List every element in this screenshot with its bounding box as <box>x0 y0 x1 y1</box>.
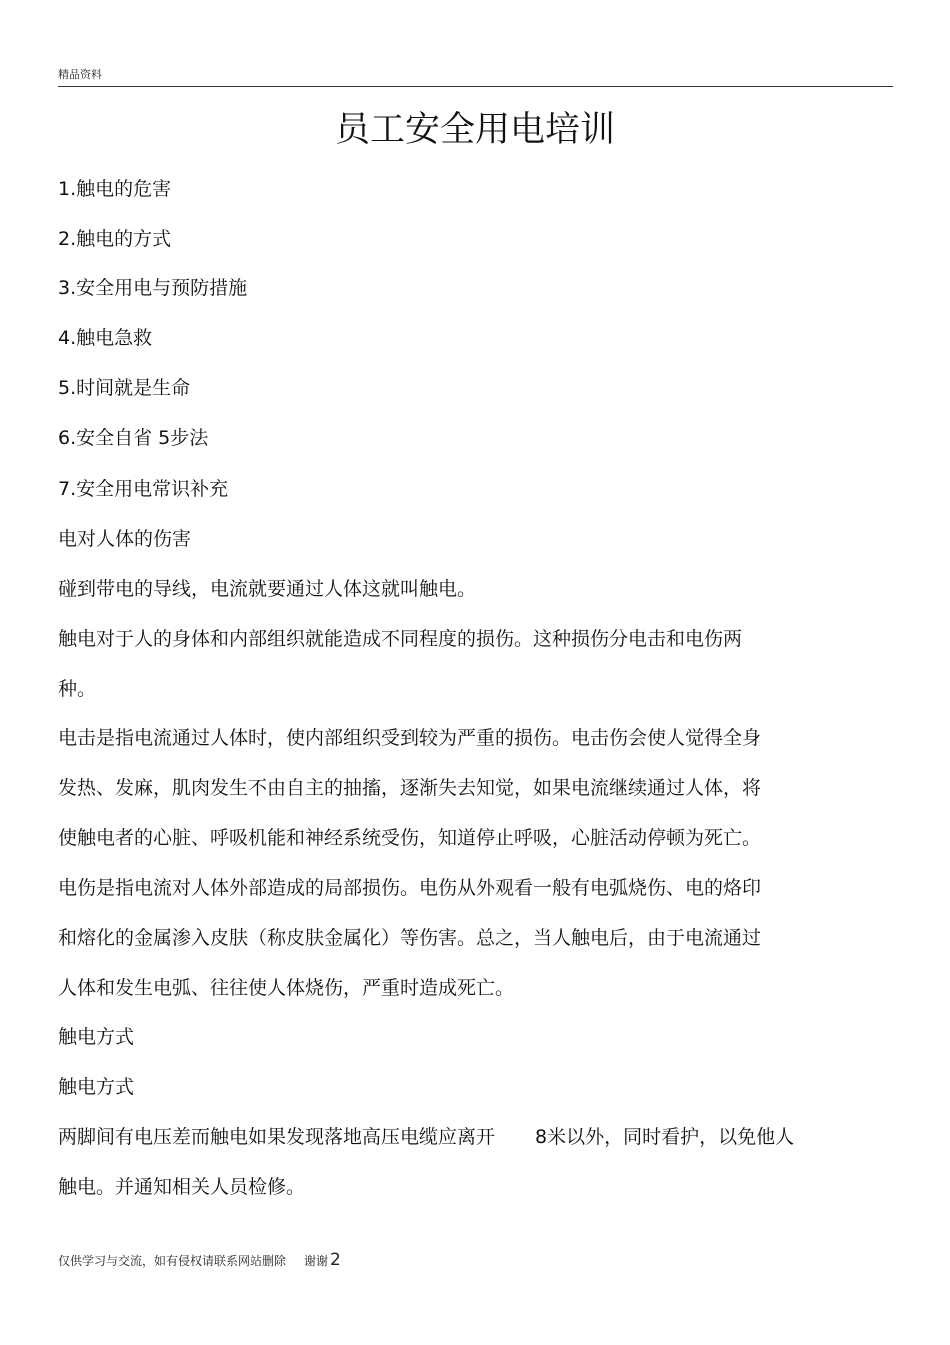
toc-item-6: 6.安全自省 5步法 <box>58 427 209 449</box>
paragraph-line: 人体和发生电弧、往往使人体烧伤，严重时造成死亡。 <box>58 977 515 999</box>
header-label: 精品资料 <box>58 68 102 81</box>
paragraph-line: 和熔化的金属渗入皮肤（称皮肤金属化）等伤害。总之，当人触电后，由于电流通过 <box>58 927 762 949</box>
paragraph-line: 触电。并通知相关人员检修。 <box>58 1176 306 1198</box>
paragraph-segment: 8米以外，同时看护，以免他人 <box>535 1126 795 1148</box>
section-heading: 触电方式 <box>58 1076 135 1098</box>
paragraph-line: 触电对于人的身体和内部组织就能造成不同程度的损伤。这种损伤分电击和电伤两 <box>58 628 743 650</box>
toc-item-5: 5.时间就是生命 <box>58 377 191 399</box>
page-number: 2 <box>330 1250 341 1270</box>
page-footer <box>58 1250 341 1270</box>
section-heading: 触电方式 <box>58 1026 135 1048</box>
toc-item-4: 4.触电急救 <box>58 327 153 349</box>
toc-item-1: 1.触电的危害 <box>58 178 172 200</box>
page-title: 员工安全用电培训 <box>334 110 615 150</box>
paragraph-line <box>58 1122 794 1149</box>
paragraph-line: 发热、发麻，肌肉发生不由自主的抽搐，逐渐失去知觉，如果电流继续通过人体，将 <box>58 777 762 799</box>
toc-item-7: 7.安全用电常识补充 <box>58 478 229 500</box>
footer-disclaimer: 仅供学习与交流，如有侵权请联系网站删除 <box>58 1254 287 1268</box>
paragraph-line: 电击是指电流通过人体时，使内部组织受到较为严重的损伤。电击伤会使人觉得全身 <box>58 727 762 749</box>
paragraph-line: 种。 <box>58 678 97 700</box>
header-divider <box>58 86 893 87</box>
paragraph-line: 使触电者的心脏、呼吸机能和神经系统受伤，知道停止呼吸，心脏活动停顿为死亡。 <box>58 827 762 849</box>
section-heading: 电对人体的伤害 <box>58 528 192 550</box>
toc-item-2: 2.触电的方式 <box>58 228 172 250</box>
toc-item-3: 3.安全用电与预防措施 <box>58 277 248 299</box>
paragraph-line: 碰到带电的导线，电流就要通过人体这就叫触电。 <box>58 578 477 600</box>
paragraph-segment: 两脚间有电压差而触电如果发现落地高压电缆应离开 <box>58 1126 496 1148</box>
paragraph-line: 电伤是指电流对人体外部造成的局部损伤。电伤从外观看一般有电弧烧伤、电的烙印 <box>58 877 762 899</box>
footer-thanks: 谢谢 <box>304 1254 329 1268</box>
